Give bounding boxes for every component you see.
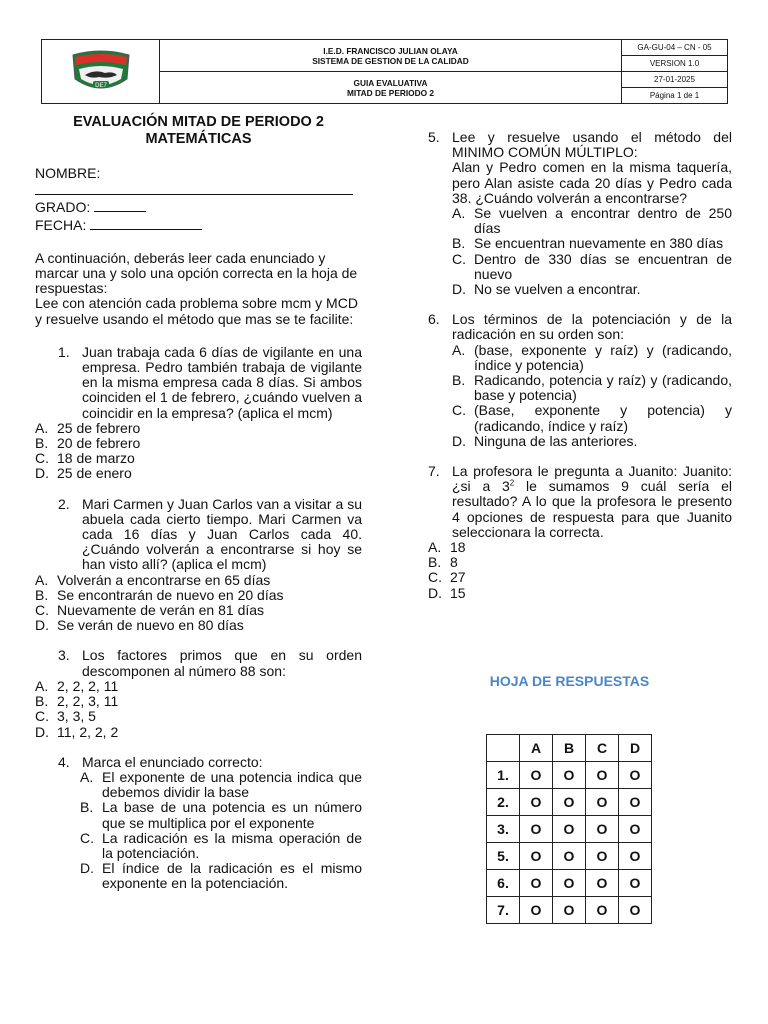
answer-bubble[interactable]: O	[586, 897, 619, 924]
option-b[interactable]: B. Se encuentran nuevamente en 380 días	[452, 235, 724, 252]
grade-label: GRADO:	[35, 199, 91, 216]
question-1	[35, 345, 362, 482]
row-number: 1.	[487, 762, 520, 789]
option-b[interactable]: B. 8	[428, 554, 458, 571]
option-a[interactable]: A. Volverán a encontrarse en 65 días	[35, 571, 271, 588]
exam-title-line2: MATEMÁTICAS	[145, 130, 252, 147]
quality-system: SISTEMA DE GESTION DE LA CALIDAD	[312, 55, 469, 66]
option-c[interactable]: C. 27	[428, 569, 466, 586]
instructions-2: Lee con atención cada problema sobre mcm y MCD y resuelve usando el método que mas se te facilite:	[35, 295, 358, 327]
doc-code: GA-GU-04 – CN - 05	[622, 40, 727, 56]
question-4	[35, 755, 362, 892]
option-b[interactable]: B. 2, 2, 3, 11	[35, 693, 119, 710]
option-a[interactable]: A. Se vuelven a encontrar dentro de 250 días	[452, 205, 732, 237]
answer-row	[487, 843, 652, 870]
row-number: 3.	[487, 816, 520, 843]
question-2	[35, 497, 362, 634]
answer-bubble[interactable]: O	[520, 816, 553, 843]
doc-page: Página 1 de 1	[649, 91, 700, 100]
question-text-2: Alan y Pedro comen en la misma taquería, pero Alan asiste cada 20 días y Pedro cada 38. ¿Cuándo volverán a encontrarse?	[452, 159, 732, 206]
name-line[interactable]	[35, 181, 362, 198]
answer-grid	[486, 734, 652, 924]
option-a[interactable]: A. 25 de febrero	[35, 419, 141, 436]
option-a[interactable]: A. (base, exponente y raíz) y (radicando, índice y potencia)	[452, 341, 732, 373]
header-meta-cell-1	[622, 40, 728, 72]
school-crest-icon	[69, 49, 133, 95]
row-number: 6.	[487, 870, 520, 897]
question-text: Los factores primos que en su orden descomponen al número 88 son:	[82, 647, 362, 679]
answer-bubble[interactable]: O	[586, 762, 619, 789]
doc-period: MITAD DE PERIODO 2	[347, 87, 434, 98]
question-3	[35, 648, 362, 739]
column-header: A	[520, 735, 553, 762]
option-d[interactable]: D. 25 de enero	[35, 465, 132, 482]
question-5	[428, 130, 732, 297]
answer-row	[487, 897, 652, 924]
answer-bubble[interactable]: O	[619, 897, 652, 924]
answer-bubble[interactable]: O	[586, 816, 619, 843]
option-a[interactable]: A. 18	[428, 539, 466, 556]
instructions-1: A continuación, deberás leer cada enunciado y marcar una y solo una opción correcta en la hoja de respuestas:	[35, 249, 358, 297]
row-number: 7.	[487, 897, 520, 924]
option-a[interactable]: A. 2, 2, 2, 11	[35, 677, 119, 694]
option-c[interactable]: C. La radicación es la misma operación de la potenciación.	[80, 829, 362, 861]
exam-title-line1: EVALUACIÓN MITAD DE PERIODO 2	[73, 114, 324, 130]
svg-text:DE7: DE7	[94, 82, 107, 89]
date-line[interactable]	[90, 216, 202, 230]
grade-row	[35, 198, 362, 215]
question-number: 3.	[58, 647, 70, 664]
header-meta-cell-2	[622, 72, 728, 104]
option-a[interactable]: A. El exponente de una potencia indica que debemos dividir la base	[80, 768, 362, 801]
doc-type: GUIA EVALUATIVA	[353, 77, 428, 88]
answer-bubble[interactable]: O	[619, 870, 652, 897]
answer-bubble[interactable]: O	[520, 870, 553, 897]
question-number: 6.	[428, 311, 440, 328]
header-guide-cell	[160, 72, 622, 104]
answer-bubble[interactable]: O	[553, 816, 586, 843]
answer-bubble[interactable]: O	[619, 816, 652, 843]
doc-version: VERSION 1.0	[649, 59, 700, 68]
answer-grid-header	[487, 735, 652, 762]
question-6	[428, 312, 732, 449]
question-number: 4.	[58, 753, 70, 770]
answer-bubble[interactable]: O	[553, 843, 586, 870]
question-number: 7.	[428, 463, 440, 480]
doc-date: 27-01-2025	[622, 72, 727, 88]
option-d[interactable]: D. No se vuelven a encontrar.	[452, 281, 641, 298]
answer-bubble[interactable]: O	[619, 843, 652, 870]
question-text: Marca el enunciado correcto:	[82, 753, 263, 770]
column-header: D	[619, 735, 652, 762]
answer-bubble[interactable]: O	[553, 789, 586, 816]
answer-bubble[interactable]: O	[553, 870, 586, 897]
answer-bubble[interactable]: O	[520, 789, 553, 816]
corner-cell	[487, 735, 520, 762]
name-label: NOMBRE:	[35, 165, 101, 181]
exponent: 2	[509, 478, 515, 488]
option-d[interactable]: D. 11, 2, 2, 2	[35, 723, 119, 740]
question-text: Lee y resuelve usando el método del MINIMO COMÚN MÚLTIPLO:	[452, 129, 732, 161]
school-logo	[42, 40, 160, 104]
question-number: 5.	[428, 129, 440, 145]
answer-bubble[interactable]: O	[619, 762, 652, 789]
answer-bubble[interactable]: O	[553, 897, 586, 924]
answer-row	[487, 870, 652, 897]
answer-row	[487, 816, 652, 843]
header-table	[41, 39, 728, 104]
answer-bubble[interactable]: O	[553, 762, 586, 789]
right-column	[428, 130, 732, 601]
date-label: FECHA:	[35, 216, 87, 233]
option-c[interactable]: C. 3, 3, 5	[35, 708, 96, 725]
date-row	[35, 216, 362, 233]
question-text: Juan trabaja cada 6 días de vigilante en una empresa. Pedro también trabaja de vigilante en la misma empresa cada 8 días. Si ambos coinciden el 1 de febrero, ¿cuándo vuelven a coincidir en la empresa? (aplica el mcm)	[82, 343, 362, 421]
question-text: Los términos de la potenciación y de la radicación en su orden son:	[452, 311, 732, 343]
answer-row	[487, 762, 652, 789]
column-header: C	[586, 735, 619, 762]
option-d[interactable]: D. Ninguna de las anteriores.	[452, 432, 638, 449]
answer-bubble[interactable]: O	[520, 762, 553, 789]
option-b[interactable]: B. Radicando, potencia y raíz) y (radicando, base y potencia)	[452, 372, 732, 404]
row-number: 2.	[487, 789, 520, 816]
grade-line[interactable]	[94, 198, 146, 212]
option-b[interactable]: B. La base de una potencia es un número que se multiplica por el exponente	[80, 799, 362, 831]
answer-sheet-title: HOJA DE RESPUESTAS	[489, 673, 650, 689]
question-text: Mari Carmen y Juan Carlos van a visitar a su abuela cada cierto tiempo. Mari Carmen va cada 16 días y Juan Carlos cada 40. ¿Cuándo volverán a encontrarse si hoy se han visto allí? (aplica el mcm)	[82, 495, 362, 573]
left-column	[35, 114, 362, 892]
option-d[interactable]: D. Se verán de nuevo en 80 días	[35, 617, 244, 634]
header-institution-cell	[160, 40, 622, 72]
exam-title	[35, 114, 362, 147]
question-number: 1.	[58, 343, 70, 360]
row-number: 5.	[487, 843, 520, 870]
answer-bubble[interactable]: O	[520, 897, 553, 924]
institution-name: I.E.D. FRANCISCO JULIAN OLAYA	[323, 45, 458, 56]
column-header: B	[553, 735, 586, 762]
option-d[interactable]: D. 15	[428, 584, 466, 601]
option-b[interactable]: B. Se encontrarán de nuevo en 20 días	[35, 586, 284, 603]
option-c[interactable]: C. 18 de marzo	[35, 450, 135, 467]
question-7	[428, 464, 732, 601]
answer-bubble[interactable]: O	[586, 789, 619, 816]
option-c[interactable]: C. (Base, exponente y potencia) y (radicando, índice y raíz)	[452, 402, 732, 434]
answer-bubble[interactable]: O	[586, 843, 619, 870]
option-b[interactable]: B. 20 de febrero	[35, 435, 141, 452]
answer-bubble[interactable]: O	[586, 870, 619, 897]
question-text: La profesora le pregunta a Juanito: Juanito: ¿si a $3^2$ le sumamos 9 cuál sería el resultado? A lo que la profesora le presento 4 opciones de respuesta para que Juanito seleccionara la correcta.	[452, 463, 732, 540]
option-c[interactable]: C. Dentro de 330 días se encuentran de nuevo	[452, 250, 732, 282]
answer-bubble[interactable]: O	[520, 843, 553, 870]
question-number: 2.	[58, 495, 70, 512]
option-d[interactable]: D. El índice de la radicación es el mismo exponente en la potenciación.	[80, 860, 362, 892]
option-c[interactable]: C. Nuevamente de verán en 81 días	[35, 602, 265, 619]
answer-row	[487, 789, 652, 816]
answer-bubble[interactable]: O	[619, 789, 652, 816]
